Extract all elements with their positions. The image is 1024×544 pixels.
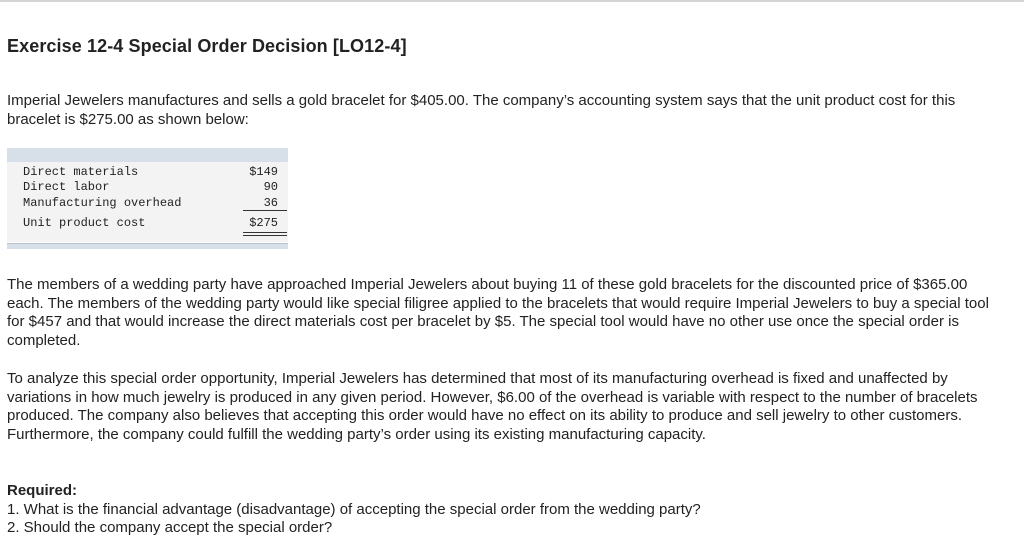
row-label: Direct labor (23, 180, 110, 194)
required-item-1: 1. What is the financial advantage (disadvantage) of accepting the special order from the wedding party? (7, 500, 701, 518)
table-total-row (7, 216, 288, 232)
top-divider (0, 0, 1024, 2)
wedding-party-paragraph: The members of a wedding party have approached Imperial Jewelers about buying 11 of these gold bracelets for the discounted price of $365.00 each. The members of the wedding party would like special filigree applied to the bracelets that would require Imperial Jewelers to buy a special tool for $457 and that would increase the direct materials cost per bracelet by $5. The special tool would have no other use once the special order is completed. (7, 276, 989, 349)
analysis-paragraph: To analyze this special order opportunity, Imperial Jewelers has determined that most of its manufacturing overhead is fixed and unaffected by variations in how much jewelry is produced in any given period. However, $6.00 of the overhead is variable with respect to the number of bracelets produced. The company also believes that accepting this order would have no effect on its ability to produce and sell jewelry to other customers. Furthermore, the company could fulfill the wedding party’s order using its existing manufacturing capacity. (7, 370, 978, 443)
exercise-title: Exercise 12-4 Special Order Decision [LO12-4] (7, 36, 407, 56)
table-footer-band (7, 243, 288, 249)
row-label: Manufacturing overhead (23, 196, 182, 210)
table-row (7, 165, 288, 181)
unit-cost-table (7, 148, 288, 250)
required-section (7, 482, 997, 538)
row-amount: 36 (263, 196, 278, 210)
total-label: Unit product cost (23, 216, 146, 230)
table-header-band (7, 148, 288, 162)
required-label: Required: (7, 482, 78, 499)
subtotal-rule (243, 210, 287, 211)
row-label: Direct materials (23, 165, 139, 179)
intro-paragraph: Imperial Jewelers manufactures and sells a gold bracelet for $405.00. The company’s accounting system says that the unit product cost for this bracelet is $275.00 as shown below: (7, 92, 956, 128)
row-amount: $149 (249, 165, 278, 179)
total-amount: $275 (249, 216, 278, 230)
row-amount: 90 (263, 180, 278, 194)
table-row (7, 180, 288, 196)
required-item-2: 2. Should the company accept the special order? (7, 519, 333, 536)
total-double-rule (243, 232, 287, 236)
